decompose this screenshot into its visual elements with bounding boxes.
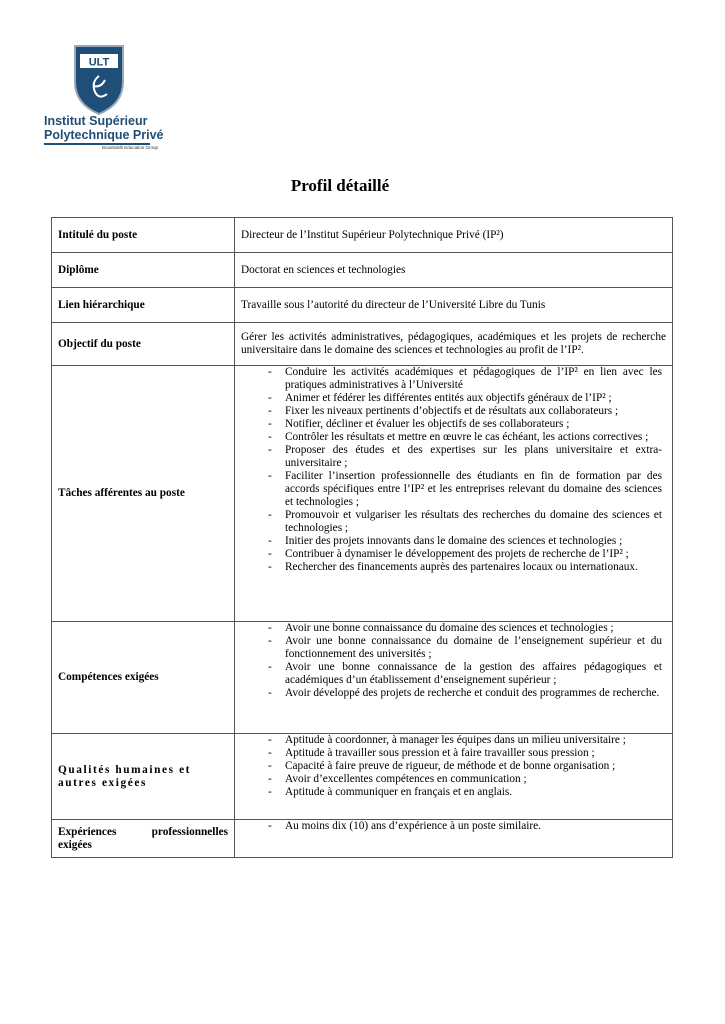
value-experiences: [235, 820, 673, 858]
label-qualites-line2: autres exigées: [58, 776, 148, 789]
label-qualites: [52, 734, 235, 820]
competences-list: [241, 622, 666, 700]
list-item: - Contrôler les résultats et mettre en œuvre le cas échéant, les actions correctives ;: [241, 431, 662, 444]
page-title: [0, 176, 725, 196]
table-row-intitule: [52, 218, 673, 253]
value-intitule: Directeur de l’Institut Supérieur Polytechnique Privé (IP²): [235, 218, 673, 253]
taches-list: [241, 366, 666, 574]
value-diplome: Doctorat en sciences et technologies: [235, 253, 673, 288]
label-diplome: Diplôme: [52, 253, 235, 288]
list-item: - Au moins dix (10) ans d’expérience à un poste similaire.: [241, 820, 662, 833]
label-intitule: Intitulé du poste: [52, 218, 235, 253]
list-item: - Avoir développé des projets de recherche et conduit des programmes de recherche.: [241, 687, 662, 700]
list-item: - Initier des projets innovants dans le domaine des sciences et technologies ;: [241, 535, 662, 548]
label-qualites-line1: Qualités humaines et: [58, 763, 192, 776]
list-item: - Capacité à faire preuve de rigueur, de méthode et de bonne organisation ;: [241, 760, 662, 773]
table-row-lien: [52, 288, 673, 323]
institute-logo: [44, 42, 164, 150]
logo-acronym: ULT: [88, 56, 110, 69]
list-item: - Avoir une bonne connaissance de la gestion des affaires pédagogiques et académiques d’un établissement d’enseignement supérieur ;: [241, 661, 662, 687]
list-item: - Aptitude à coordonner, à manager les équipes dans un milieu universitaire ;: [241, 734, 662, 747]
table-row-experiences: [52, 820, 673, 858]
profile-table: [51, 217, 673, 858]
list-item: - Avoir une bonne connaissance du domaine des sciences et technologies ;: [241, 622, 662, 635]
table-row-taches: [52, 366, 673, 622]
table-row-competences: [52, 622, 673, 734]
value-qualites: [235, 734, 673, 820]
label-taches: Tâches afférentes au poste: [52, 366, 235, 622]
list-item: - Aptitude à travailler sous pression et à faire travailler sous pression ;: [241, 747, 662, 760]
label-objectif: Objectif du poste: [52, 323, 235, 366]
list-item: - Conduire les activités académiques et pédagogiques de l’IP² en lien avec les pratiques administratives à l’Université: [241, 366, 662, 392]
table-row-objectif: [52, 323, 673, 366]
value-lien: Travaille sous l’autorité du directeur de l’Université Libre du Tunis: [235, 288, 673, 323]
list-item: - Avoir une bonne connaissance du domaine de l’enseignement supérieur et du fonctionnement des universités ;: [241, 635, 662, 661]
value-taches: [235, 366, 673, 622]
page-title-text: Profil détaillé: [290, 176, 390, 195]
list-item: - Animer et fédérer les différentes entités aux objectifs généraux de l’IP² ;: [241, 392, 662, 405]
label-lien: Lien hiérarchique: [52, 288, 235, 323]
list-item: - Fixer les niveaux pertinents d’objectifs et de résultats aux collaborateurs ;: [241, 405, 662, 418]
experiences-list: [241, 820, 666, 833]
list-item: - Promouvoir et vulgariser les résultats des recherches du domaine des sciences et technologies ;: [241, 509, 662, 535]
value-competences: [235, 622, 673, 734]
list-item: - Faciliter l’insertion professionnelle des étudiants en fin de formation par des accords spécifiques entre l’IP² et les entreprises relevant du domaine des sciences et technologies ;: [241, 470, 662, 509]
list-item: - Contribuer à dynamiser le développement des projets de recherche de l’IP² ;: [241, 548, 662, 561]
list-item: - Proposer des études et des expertises sur les plans universitaire et extra-universitaire ;: [241, 444, 662, 470]
table-row-diplome: [52, 253, 673, 288]
list-item: - Aptitude à communiquer en français et en anglais.: [241, 786, 662, 799]
list-item: - Avoir d’excellentes compétences en communication ;: [241, 773, 662, 786]
qualites-list: [241, 734, 666, 799]
list-item: - Rechercher des financements auprès des partenaires locaux ou internationaux.: [241, 561, 662, 574]
table-row-qualites: [52, 734, 673, 820]
list-item: - Notifier, décliner et évaluer les objectifs de ses collaborateurs ;: [241, 418, 662, 431]
label-experiences: Expériences professionnelles exigées: [52, 820, 235, 858]
logo-name-line1: Institut Supérieur: [44, 114, 148, 128]
logo-group-name: Bouebdelli Education Group: [102, 145, 159, 150]
label-competences: Compétences exigées: [52, 622, 235, 734]
logo-name-line2: Polytechnique Privé: [44, 128, 164, 142]
shield-icon: [71, 42, 127, 116]
value-objectif: Gérer les activités administratives, pédagogiques, académiques et les projets de recherche universitaire dans le domaine des sciences et technologies au profit de l’IP².: [235, 323, 673, 366]
